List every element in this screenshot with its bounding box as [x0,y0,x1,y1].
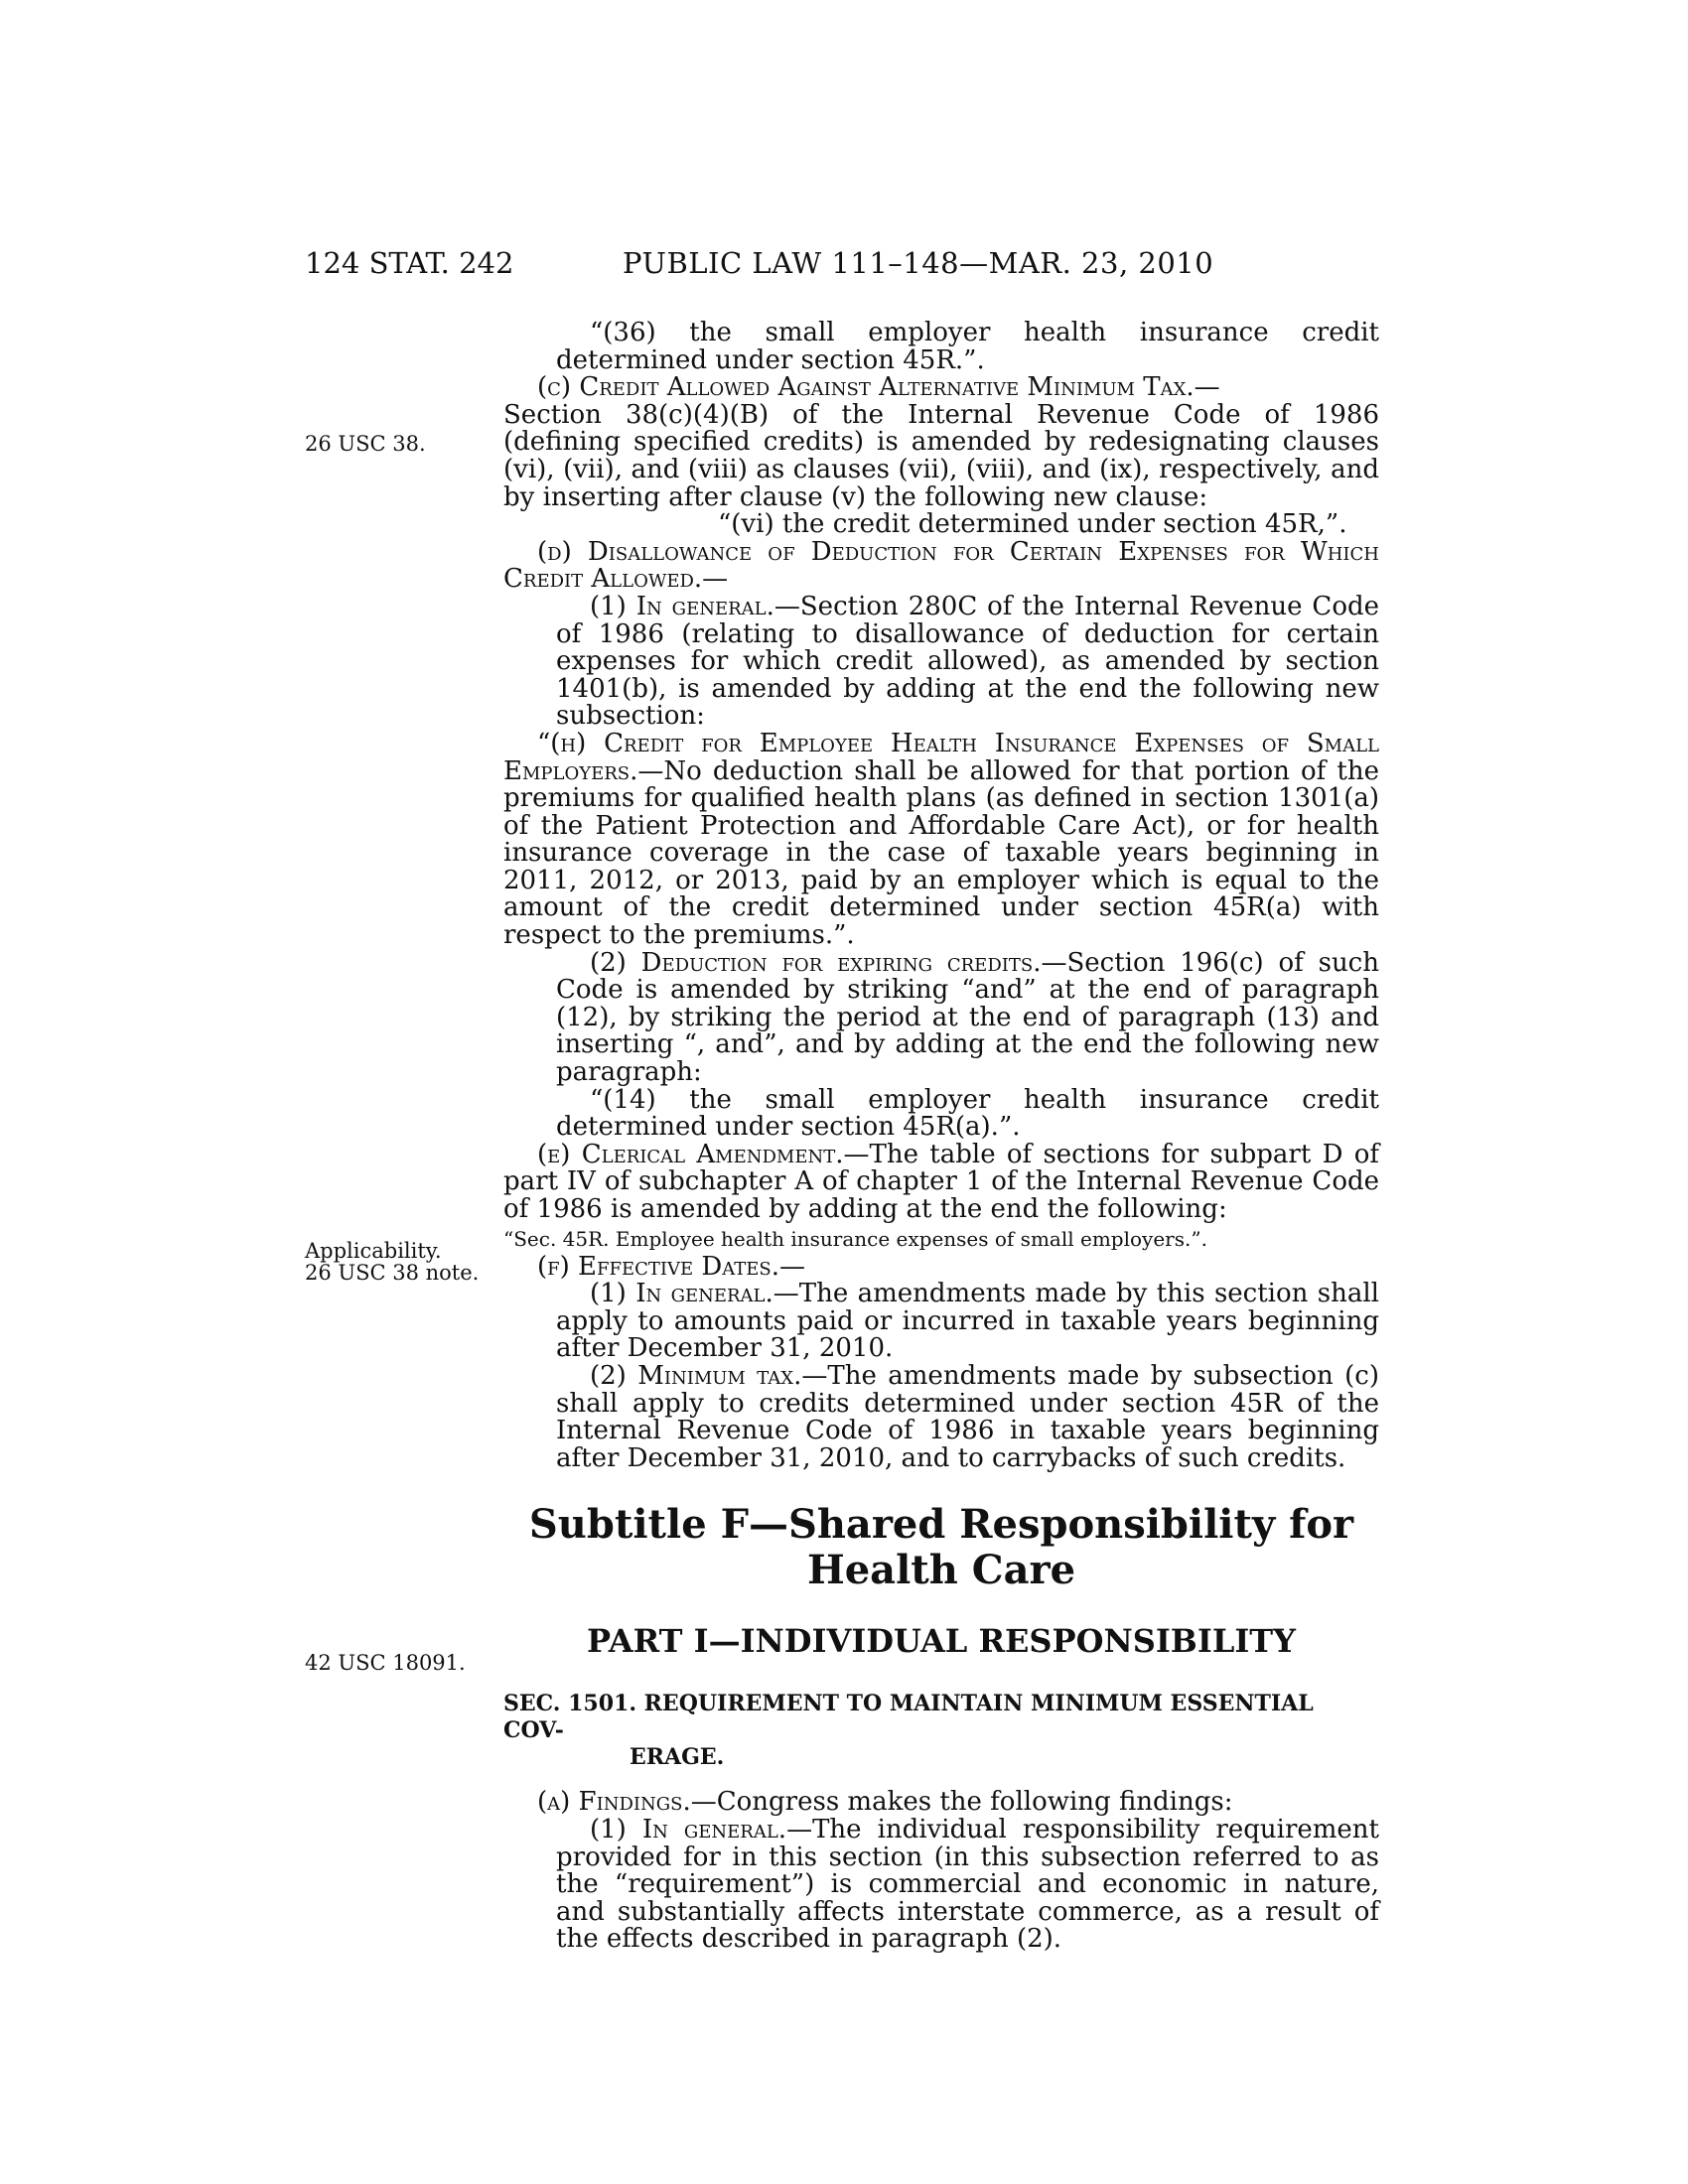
margin-note-usc18091: 42 USC 18091. [305,1651,466,1675]
margin-note-usc38-note: 26 USC 38 note. [305,1261,480,1285]
paragraph-d1-label: (1) In general. [590,591,774,621]
statute-page-number: 124 STAT. 242 [305,246,514,280]
paragraph-a1-body: —The individual responsibility requirement provided for in this section (in this subsection referred to as the “requirement”) is commercial and economic in nature, and substantially affects interstate commerce, as a result of the effects described in paragraph (2). [556,1814,1379,1955]
page-header [0,246,1688,286]
paragraph-f2 [503,1360,1379,1473]
subsection-c-title: (c) Credit Allowed Against Alternative Minimum Tax.— [537,372,1220,403]
paragraph-f1 [503,1281,1379,1363]
paragraph-d1 [503,591,1380,732]
subsection-d-heading: (d) Disallowance of Deduction for Certain Expenses for Which Credit Allowed.— [503,536,1379,595]
section-heading-line-1: SEC. 1501. REQUIREMENT TO MAINTAIN MINIMUM ESSENTIAL COV- [503,1691,1314,1744]
table-of-sections-entry: “Sec. 45R. Employee health insurance expenses of small employers.”. [503,1226,1207,1251]
paragraph-14: “(14) the small employer health insurance credit determined under section 45R(a).”. [556,1084,1379,1143]
margin-note-applicability: Applicability. [305,1239,442,1263]
subsection-h-body: —No deduction shall be allowed for that portion of the premiums for qualified health plans (as defined in section 1301(a) of the Patient Protection and Affordable Care Act), or for health insurance coverage in the case of taxable years beginning in 2011, 2012, or 2013, paid by an employer which is equal to the amount of the credit determined under section 45R(a) with respect to the premiums.”. [503,755,1379,951]
subtitle-heading: Subtitle F—Shared Responsibility for Health Care [528,1501,1354,1594]
part-heading: PART I—INDIVIDUAL RESPONSIBILITY [587,1622,1296,1661]
paragraph-f1-label: (1) In general. [590,1279,774,1309]
margin-note-usc38: 26 USC 38. [305,432,426,456]
paragraph-a1-label: (1) In general. [590,1814,787,1844]
document-body [503,320,1379,1954]
paragraph-f2-body: —The amendments made by subsection (c) shall apply to credits determined under section 45R of the Internal Revenue Code of 1986 in taxable years beginning after December 31, 2010, and to carrybacks of such credits. [556,1360,1379,1473]
subsection-e-label: (e) Clerical Amendment. [537,1139,844,1169]
running-title: PUBLIC LAW 111–148—MAR. 23, 2010 [623,246,1214,280]
subsection-e [503,1139,1379,1224]
section-heading-line-2: ERAGE. [630,1744,725,1771]
paragraph-d1-body: —Section 280C of the Internal Revenue Code of 1986 (relating to disallowance of deduction for certain expenses for which credit allowed), as amended by section 1401(b), is amended by adding at the end the following new subsection: [556,591,1380,732]
paragraph-a1 [503,1814,1379,1955]
paragraph-36: “(36) the small employer health insurance credit determined under section 45R.”. [556,318,1379,375]
paragraph-d2-body: —Section 196(c) of such Code is amended by striking “and” at the end of paragraph (12), by striking the period at the end of paragraph (13) and inserting “, and”, and by adding at the end the following new paragraph: [556,947,1379,1088]
subsection-f-heading: (f) Effective Dates.— [537,1251,806,1282]
paragraph-f1-body: —The amendments made by this section shall apply to amounts paid or incurred in taxable years beginning after December 31, 2010. [556,1279,1379,1364]
subsection-a-body: —Congress makes the following findings: [690,1787,1233,1818]
paragraph-f2-label: (2) Minimum tax. [590,1360,802,1391]
subsection-a [503,1789,1379,1817]
subsection-h-label: “(h) Credit for Employee Health Insurance Expenses of Small Employers. [503,728,1379,786]
clause-vi: “(vi) the credit determined under section 45R,”. [718,509,1347,540]
subsection-a-label: (a) Findings. [537,1787,691,1818]
paragraph-d2 [503,947,1379,1088]
subsection-e-body: —The table of sections for subpart D of part IV of subchapter A of chapter 1 of the Internal Revenue Code of 1986 is amended by adding at the end the following: [503,1139,1379,1224]
subsection-c-heading [503,374,1379,402]
subsection-h [503,728,1379,951]
paragraph-d2-label: (2) Deduction for expiring credits. [590,947,1042,978]
subsection-c-body: Section 38(c)(4)(B) of the Internal Revenue Code of 1986 (defining specified credits) is amended by redesignating clauses (vi), (vii), and (viii) as clauses (vii), (viii), and (ix), respectively, and by inserting after clause (v) the following new clause: [503,399,1379,512]
section-heading [503,1691,1379,1771]
